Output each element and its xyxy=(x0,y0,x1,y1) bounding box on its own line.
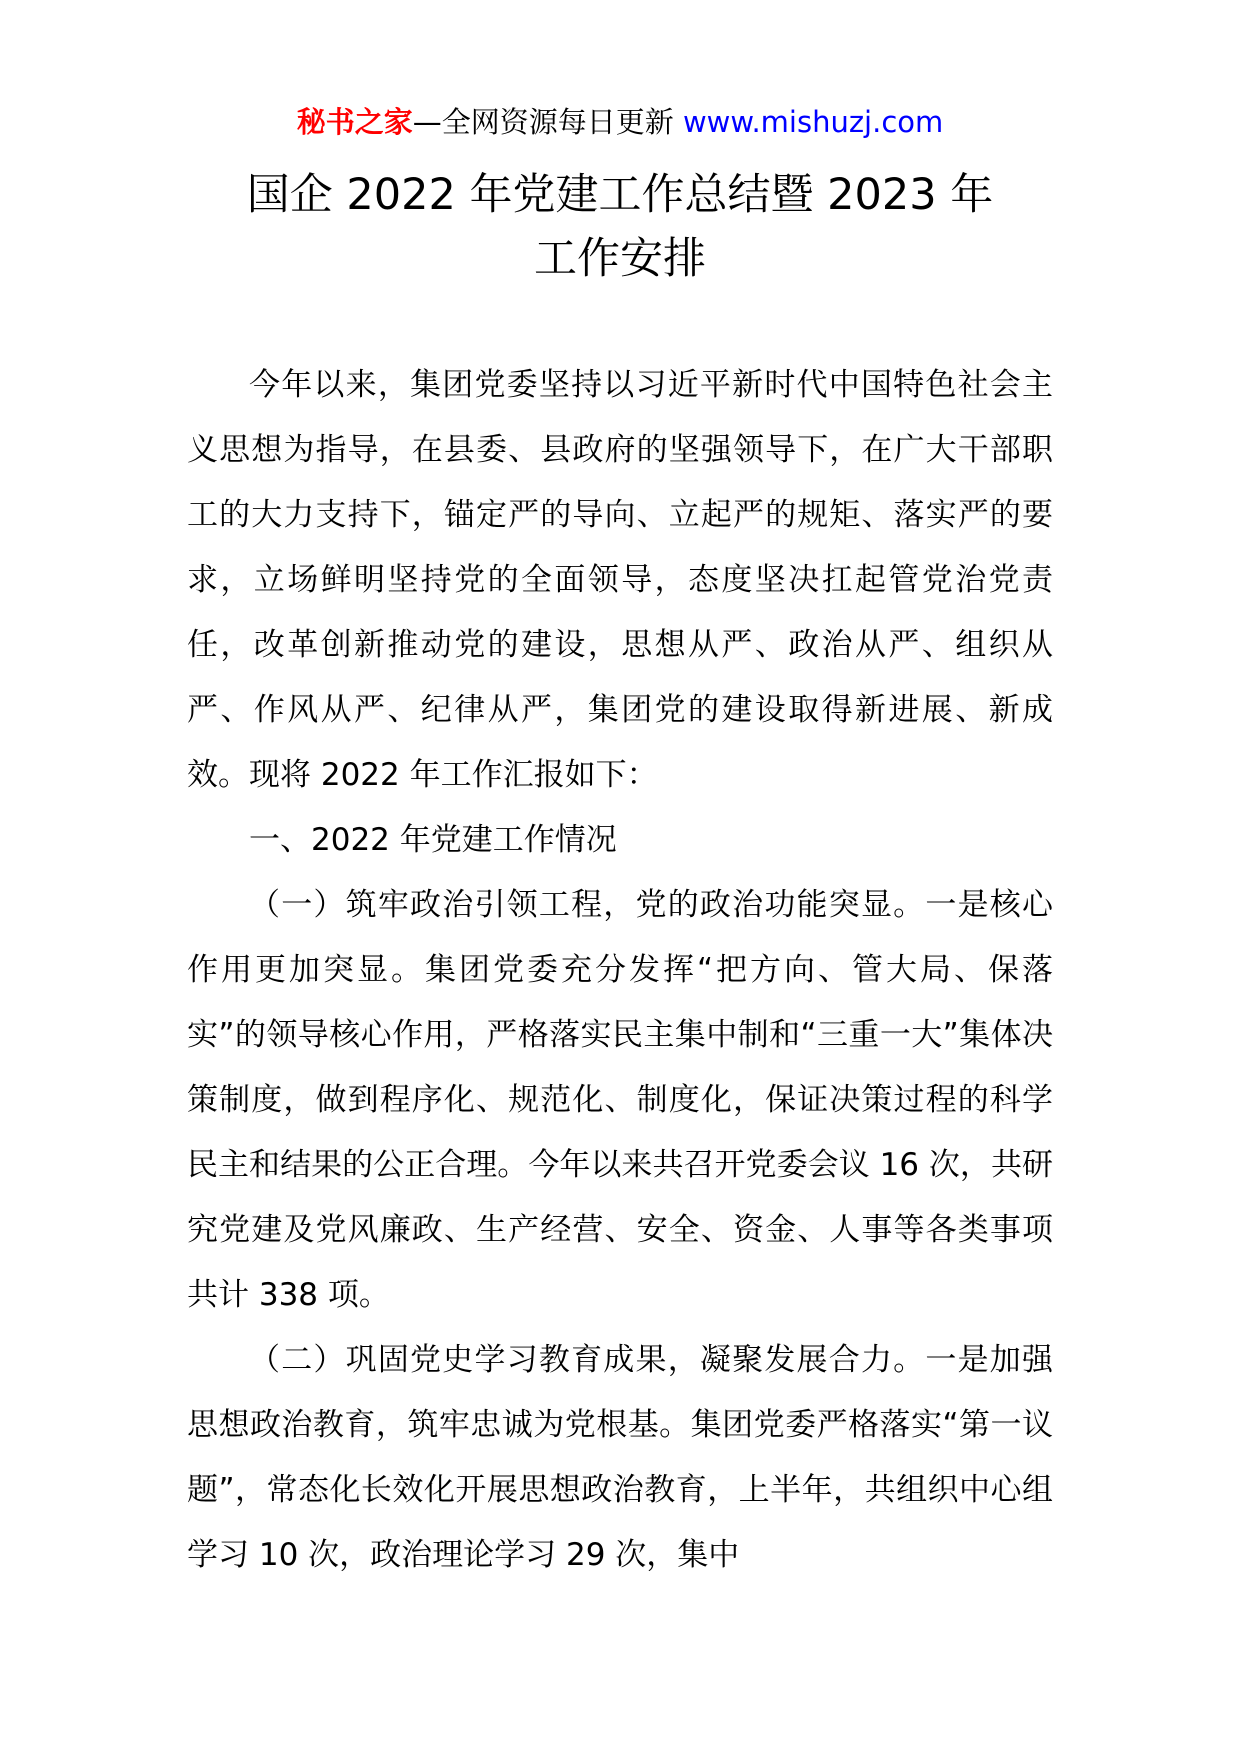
site-header xyxy=(0,100,1240,144)
body-paragraph: （二）巩固党史学习教育成果，凝聚发展合力。一是加强思想政治教育，筑牢忠诚为党根基。集团党委严格落实“第一议题”，常态化长效化开展思想政治教育，上半年，共组织中心组学习 10 次，政治理论学习 29 次，集中 xyxy=(187,1342,1053,1573)
title-line-2: 工作安排 xyxy=(534,234,706,284)
site-url-link[interactable]: www.mishuzj.com xyxy=(682,105,944,139)
header-tagline: —全网资源每日更新 xyxy=(412,105,674,139)
section-heading: 一、2022 年党建工作情况 xyxy=(249,822,617,858)
body-paragraph: （一）筑牢政治引领工程，党的政治功能突显。一是核心作用更加突显。集团党委充分发挥“把方向、管大局、保落实”的领导核心作用，严格落实民主集中制和“三重一大”集体决策制度，做到程序化、规范化、制度化，保证决策过程的科学民主和结果的公正合理。今年以来共召开党委会议 16 次，共研究党建及党风廉政、生产经营、安全、资金、人事等各类事项共计 338 项。 xyxy=(187,887,1053,1313)
intro-paragraph: 今年以来，集团党委坚持以习近平新时代中国特色社会主义思想为指导，在县委、县政府的坚强领导下，在广大干部职工的大力支持下，锚定严的导向、立起严的规矩、落实严的要求，立场鲜明坚持党的全面领导，态度坚决扛起管党治党责任，改革创新推动党的建设，思想从严、政治从严、组织从严、作风从严、纪律从严，集团党的建设取得新进展、新成效。现将 2022 年工作汇报如下： xyxy=(187,367,1053,793)
document-body xyxy=(187,353,1053,1588)
brand-name: 秘书之家 xyxy=(296,105,413,139)
document-title xyxy=(0,163,1240,291)
title-line-1: 国企 2022 年党建工作总结暨 2023 年 xyxy=(246,170,994,220)
